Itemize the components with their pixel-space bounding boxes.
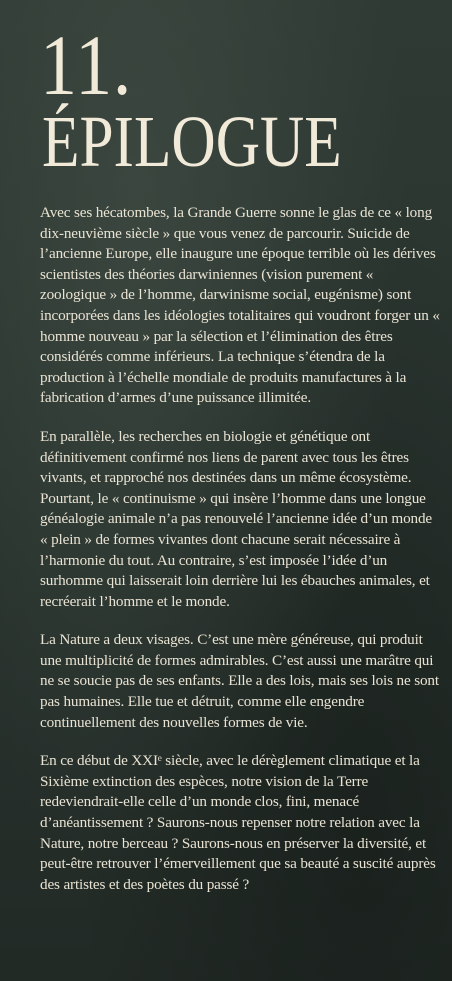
section-number: 11. bbox=[40, 17, 133, 113]
paragraph-2: En parallèle, les recherches en biologie et génétique ont définitivement confirmé nos liens de parent avec tous les êtres vivants, et rapproché nos destinées dans un même écosystème. Pourtant, le « continuisme » qui insère l’homme dans une longue généalogie animale n’a pas renouvelé l’ancienne idée d’un monde « plein » de formes vivantes dont chacune serait nécessaire à l’harmonie du tout. Au contraire, s’est imposée l’idée d’un surhomme qui laisserait loin derrière lui les ébauches animales, et recréerait l’homme et le monde. bbox=[40, 427, 432, 610]
paragraph-1: Avec ses hécatombes, la Grande Guerre sonne le glas de ce « long dix-neuvième siècle » que vous venez de parcourir. Suicide de l’ancienne Europe, elle inaugure une époque terrible où les dérives scientistes des théories darwiniennes (vision purement « zoologique » de l’homme, darwinisme social, eugénisme) sont incorporées dans les idéologies totalitaires qui voudront forger un « homme nouveau » par la sélection et l’élimination des êtres considérés comme inférieurs. La technique s’étendra de la production à l’échelle mondiale de produits manufactures à la fabrication d’armes d’une puissance illimitée. bbox=[40, 204, 440, 407]
paragraph-3: La Nature a deux visages. C’est une mère généreuse, qui produit une multiplicité de formes admirables. C’est aussi une marâtre qui ne se soucie pas de ses enfants. Elle a des lois, mais ses lois ne sont pas humaines. Elle tue et détruit, comme elle engendre continuellement des nouvelles formes de vie. bbox=[40, 631, 439, 731]
paragraph-4: En ce début de XXIᵉ siècle, avec le dérèglement climatique et la Sixième extinction des espèces, notre vision de la Terre redeviendrait-elle celle d’un monde clos, fini, menacé d’anéantissement ? Saurons-nous repenser notre relation avec la Nature, notre berceau ? Saurons-nous en préserver la diversité, et peut-être retrouver l’émerveillement que sa beauté a suscité auprès des artistes et des poètes du passé ? bbox=[40, 752, 436, 893]
panel-body-text bbox=[40, 203, 442, 895]
section-title: ÉPILOGUE bbox=[42, 101, 342, 182]
